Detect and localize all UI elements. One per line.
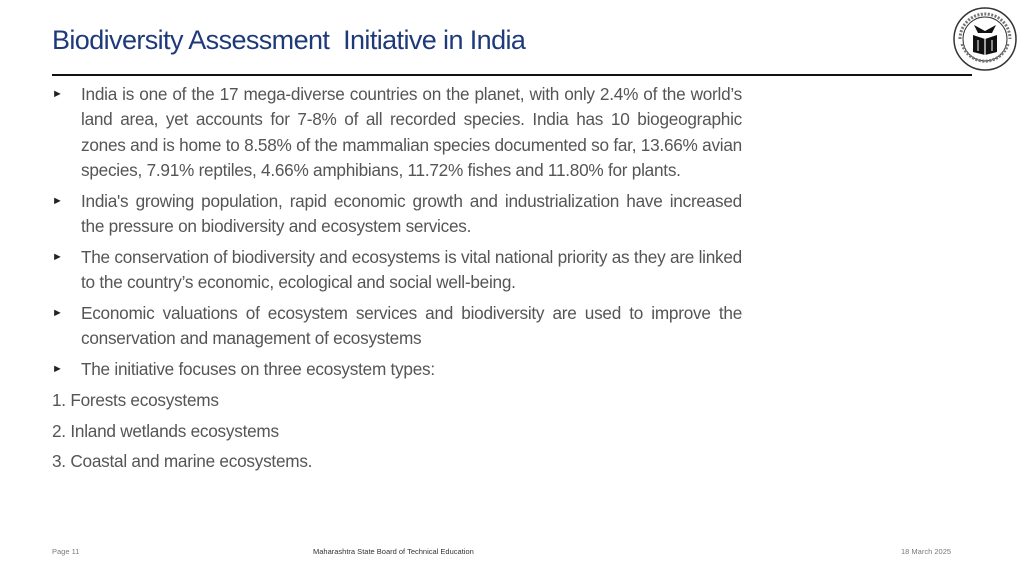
bullet-item (52, 245, 742, 296)
footer-date: 18 March 2025 (901, 547, 952, 556)
slide-body (52, 82, 742, 480)
bullet-item (52, 82, 742, 183)
bullet-text: Economic valuations of ecosystem services and biodiversity are used to improve the conservation and management of ecosystems (81, 302, 742, 349)
bullet-text: India is one of the 17 mega-diverse countries on the planet, with only 2.4% of the world’s land area, yet accounts for 7-8% of all recorded species. India has 10 biogeographic zones and is home to 8.58% of the mammalian species documented so far, 13.66% avian species, 7.91% reptiles, 4.66% amphibians, 11.72% fishes and 11.80% for plants. (81, 84, 742, 180)
title-divider (52, 74, 972, 76)
numbered-item-coastal: 3. Coastal and marine ecosystems. (52, 451, 313, 472)
bullet-item (52, 189, 742, 240)
numbered-item-wetlands: 2. Inland wetlands ecosystems (52, 420, 279, 441)
bullet-text: The conservation of biodiversity and ecosystems is vital national priority as they are linked to the country’s economic, ecological and social well-being. (81, 246, 742, 293)
triangle-bullet-icon: ► (52, 88, 63, 100)
bullet-text: India's growing population, rapid economic growth and industrialization have increased the pressure on biodiversity and ecosystem services. (81, 190, 742, 236)
triangle-bullet-icon: ► (52, 362, 63, 375)
bullet-item (52, 357, 742, 382)
triangle-bullet-icon: ► (52, 306, 63, 319)
footer-organization: Maharashtra State Board of Technical Education (313, 547, 474, 556)
bullet-item (52, 301, 742, 352)
triangle-bullet-icon: ► (52, 250, 63, 263)
footer-page-number: Page 11 (52, 547, 80, 556)
msbte-logo-icon (952, 6, 1018, 72)
bullet-text: The initiative focuses on three ecosystem types: (81, 358, 435, 379)
triangle-bullet-icon: ► (52, 194, 63, 207)
numbered-item-forests: 1. Forests ecosystems (52, 389, 219, 410)
slide-title: Biodiversity Assessment Initiative in India (52, 25, 526, 55)
